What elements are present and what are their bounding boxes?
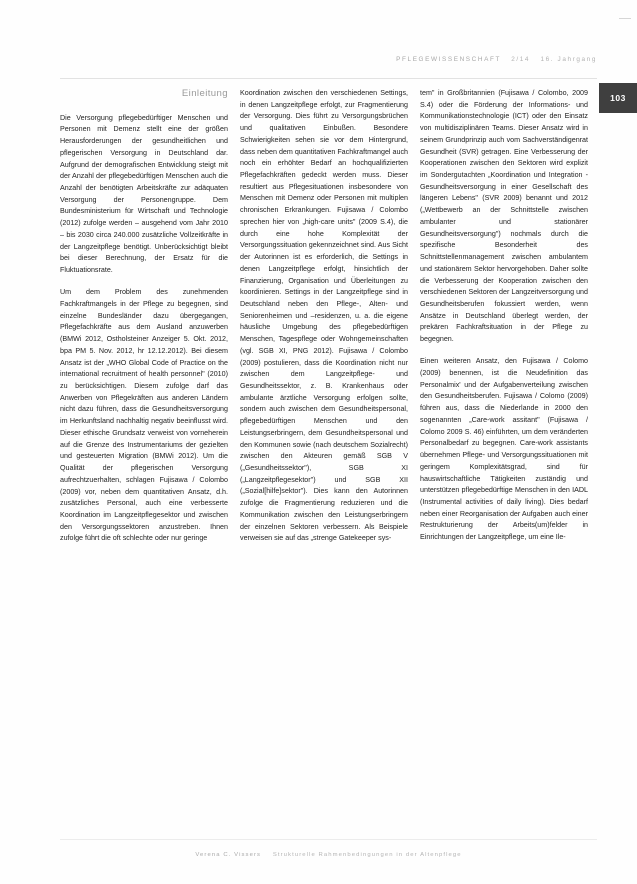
text-column-2	[240, 88, 408, 836]
paragraph: Um dem Problem des zunehmenden Fachkraftmangels in der Pflege zu begegnen, sind einzelne Bundesländer dazu übergegangen, Pflegefachkräfte aus dem Ausland anzuwerben (BMWi 2012, Ostholsteiner Anzeiger 5. Okt. 2012, bpa PM 5. Nov. 2012, hr 12.12.2012). Bei diesem Ansatz ist der „WHO Global Code of Practice on the international recruitment of health personnel" (2010) zu berücksichtigen. Diesem zufolge darf das Anwerben von Pflegekräften aus anderen Ländern nicht dazu führen, dass die Gesundheitsversorgung im Herkunftsland nachhaltig negativ beeinflusst wird. Dieser ethische Grundsatz verweist von vorneherein auf die Grenze des Instrumentariums der gezielten und gesteuerten Migration (BMWi 2012). Um die Qualität der pflegerischen Versorgung aufrechtzuerhalten, schlagen Fujisawa / Colombo (2009) vor, neben dem quantitativen Ansatz, d.h. zusätzliches Personal, auch eine verbesserte Koordination im Langzeitpflegesektor und zwischen den Versorgungssektoren anzustreben. Ihnen zufolge führt die oft schlechte oder nur geringe	[60, 288, 228, 543]
text-column-1	[60, 88, 228, 836]
article-body	[60, 88, 590, 836]
running-footer	[60, 852, 597, 858]
section-heading: Einleitung	[181, 88, 228, 99]
footer-divider	[60, 839, 597, 840]
text-column-3	[420, 88, 588, 836]
footer-author: Verena C. Vissers	[195, 852, 262, 858]
footer-article-title: Strukturelle Rahmenbedingungen in der Altenpflege	[272, 852, 462, 858]
header-journal-name: PFLEGEWISSENSCHAFT	[396, 56, 501, 63]
paragraph: tem" in Großbritannien (Fujisawa / Colombo, 2009 S.4) oder die Förderung der Informations- und Kommunikationstechnologie (ICT) oder den Einsatz von multidisziplinären Teams. Dieser Ansatz wird in seinem Grundprinzip auch vom Sachverständigenrat Gesundheit (SVR) getragen. Eine Verbesserung der Kooperationen zwischen den Sektoren wird explizit im Sondergutachten „Koordination und Integration - Gesundheitsversorgung in einer Gesellschaft des längeren Lebens" (SVR 2009) benannt und 2012 („Wettbewerb an der Schnittstelle zwischen ambulanter und stationärer Gesundheitsversorgung") nochmals durch die spezifische Besonderheit des Schnittstellenmanagement zwischen ambulantem und stationärem Sektor hervorgehoben. Daher sollte die Verbesserung der Kooperation zwischen den verschiedenen Sektoren der Langzeitversorgung und Gesundheitsberufen fokussiert werden, wenn Ansätze in Deutschland überlegt werden, der prekären Fachkraftsituation in der Pflege zu begegnen.	[420, 89, 588, 344]
header-volume: 16. Jahrgang	[540, 56, 597, 63]
page-number-badge: 103	[599, 83, 637, 113]
page-edge-mark	[619, 18, 631, 19]
paragraph: Einen weiteren Ansatz, den Fujisawa / Colomo (2009) benennen, ist die Neudefinition das Personalmix' und der Aufgabenverteilung zwischen den Gesundheitsberufen. Fujisawa / Colomo (2009) führen aus, dass die Niederlande in 2000 den sogenannten „Care-work assitant" (Fujisawa / Colomo 2009 S. 46) einführten, um dem veränderten Personalbedarf zu begegnen. Care-work assistants übernehmen Pflege- und Versorgungssituationen mit geringem Komplexitätsgrad, sind für hauswirtschaftliche Tätigkeiten zuständig und unterstützen pflegebedürftige Menschen in den IADL (Instrumental activities of daily living). Dies bedarf neben einer Reorganisation der Aufgaben auch einer Restrukturierung der Arbeits(um)felder in Einrichtungen der Langzeitpflege, um eine Ile-	[420, 357, 588, 542]
running-header	[60, 56, 597, 70]
header-issue: 2/14	[511, 56, 531, 63]
paragraph: Koordination zwischen den verschiedenen Settings, in denen Langzeitpflege erfolgt, zur Fragmentierung der Versorgung. Dies führt zu Versorgungsbrüchen und qualitativen Einbußen. Besondere Schwierigkeiten sehen sie vor dem Hintergrund, dass neben dem quantitativen Fachkraftmangel auch noch ein erhöhter Bedarf an hochqualifizierten Pflegefachkräften gedeckt werden muss. Dieser resultiert aus Pflegesituationen insbesondere von Menschen mit Demenz oder Personen mit multiplen chronischen Erkrankungen. Fujisawa / Colombo sprechen hier von „high-care units" (2009 S.4), die durch eine hohe Komplexität der Versorgungssituation gekennzeichnet sind. Aus Sicht der Autorinnen ist es erforderlich, die Settings in denen Langzeitpflege erfolgt, hinsichtlich der Finanzierung, Organisation und Überleitungen zu koordinieren. Settings in der Langzeitpflege sind in Deutschland neben den Pflege-, Alten- und Seniorenheimen und –residenzen, u. a. die eigene häusliche Umgebung des pflegebedürftigen Menschen, Tagespflege oder Wohngemeinschaften (vgl. SGB XI, PNG 2012). Fujisawa / Colombo (2009) postulieren, dass die Koordination nicht nur zwischen dem Langzeitpflege- und Gesundheitssektor, z. B. Krankenhaus oder ambulante ärztliche Versorgung erfolgen sollte, sondern auch zwischen dem Gesundheitspersonal, pflegebedürftigen Menschen und den Leistungserbringern, dem Gesundheitspersonal und den Kommunen sowie (nach deutschem Sozialrecht) zwischen den Akteuren gemäß SGB V („Gesundheitssektor"), SGB XI („Langzeitpflegesektor") und SGB XII („Sozial[hilfe]sektor"). Dies kann den Autorinnen zufolge die Fragmentierung reduzieren und die Kommunikation zwischen den Leistungserbringern der einzelnen Sektoren verbessern. Als Beispiele verweisen sie auf das „strenge Gatekeeper sys-	[240, 89, 408, 543]
paragraph: Die Versorgung pflegebedürftiger Menschen und Personen mit Demenz stellt eine der größen Herausforderungen der gesundheitlichen und pflegerischen Versorgung in Deutschland dar. Aufgrund der demografischen Entwicklung steigt mit der Anzahl der pflegebedürftigen Menschen auch die Anzahl der benötigten Arbeitskräfte zur adäquaten Versorgung der Personengruppe. Dem Bundesministerium für Wirtschaft und Technologie (2012) zufolge werden – ausgehend vom Jahr 2010 – bis 2030 circa 240.000 zusätzliche Vollzeitkräfte in der Langzeitpflege benötigt. Unberücksichtigt bleibt bei dieser Berechnung, der Ersatz für die Fluktuationsrate.	[60, 113, 228, 275]
header-divider	[60, 78, 597, 79]
